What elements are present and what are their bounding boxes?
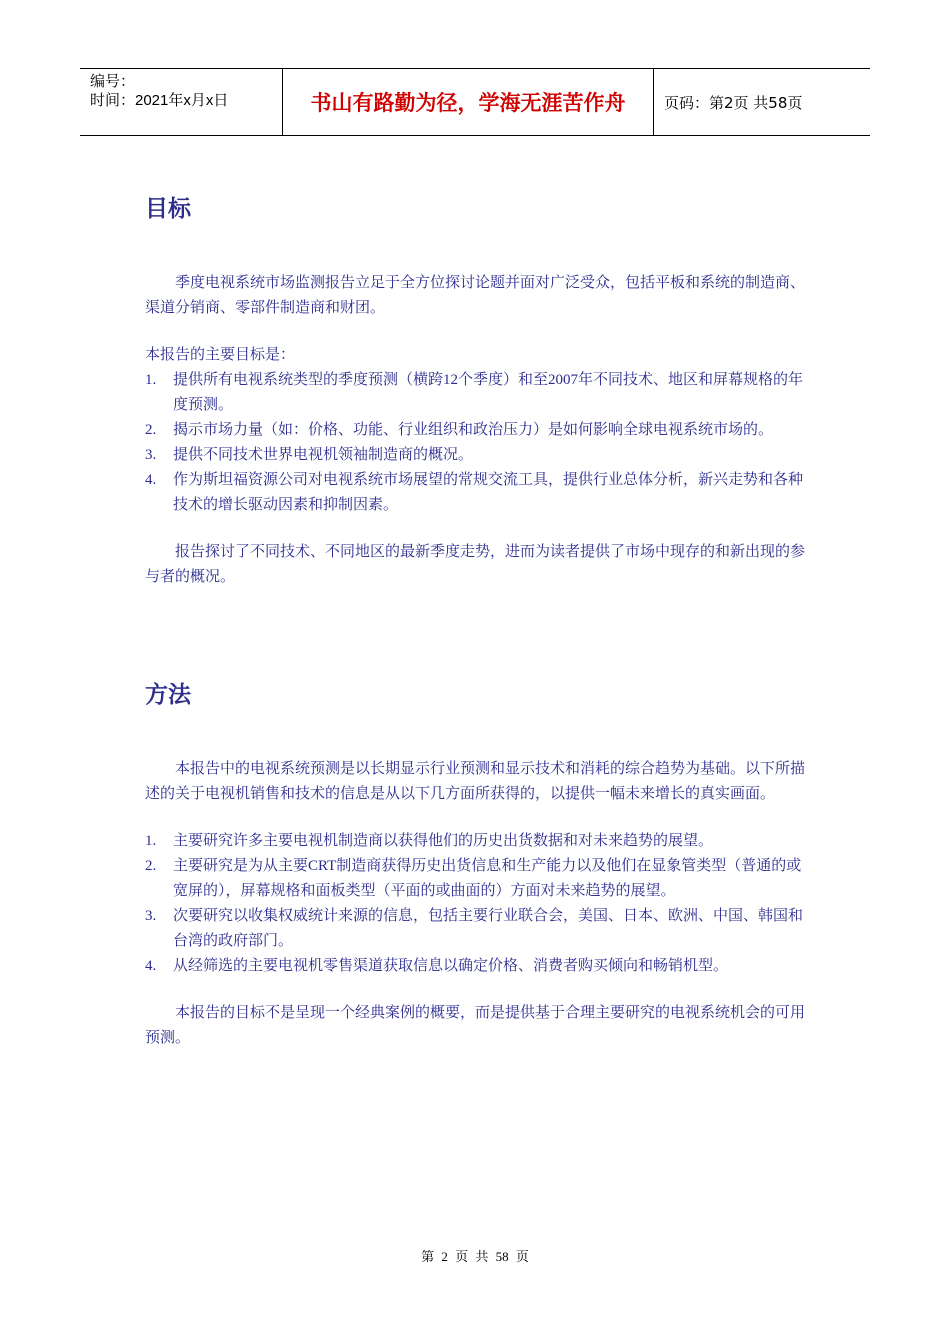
time-label: 时间：2021年x月x日 xyxy=(90,92,229,109)
section-title-methodology: 方法 xyxy=(145,682,191,708)
list-item-text: 从经筛选的主要电视机零售渠道获取信息以确定价格、消费者购买倾向和畅销机型。 xyxy=(173,958,729,974)
page-footer: 第 2 页 共 58 页 xyxy=(421,1249,529,1264)
number-label: 编号： xyxy=(90,73,136,90)
list-item-text: 揭示市场力量（如：价格、功能、行业组织和政治压力）是如何影响全球电视系统市场的。 xyxy=(173,422,774,438)
header-motto: 书山有路勤为径，学海无涯苦作舟 xyxy=(282,69,654,135)
list-item-text: 提供不同技术世界电视机领袖制造商的概况。 xyxy=(173,447,474,463)
list-item xyxy=(145,829,810,854)
page-header xyxy=(80,68,870,136)
list-number: 4. xyxy=(145,958,157,974)
methodology-intro-paragraph: 本报告中的电视系统预测是以长期显示行业预测和显示技术和消耗的综合趋势为基础。以下所描述的关于电视机销售和技术的信息是从以下几方面所获得的，以提供一幅未来增长的真实画面。 xyxy=(145,761,806,802)
list-number: 1. xyxy=(145,372,157,388)
header-meta xyxy=(80,69,282,135)
objectives-intro-paragraph: 季度电视系统市场监测报告立足于全方位探讨论题并面对广泛受众，包括平板和系统的制造商、渠道分销商、零部件制造商和财团。 xyxy=(145,275,806,316)
section-objectives-body xyxy=(145,271,810,590)
list-number: 3. xyxy=(145,908,157,924)
header-page-info: 页码：第2页 共58页 xyxy=(664,93,803,112)
methodology-closing-paragraph: 本报告的目标不是呈现一个经典案例的概要，而是提供基于合理主要研究的电视系统机会的可用预测。 xyxy=(145,1005,806,1046)
section-methodology-body xyxy=(145,757,810,1051)
list-item-text: 主要研究许多主要电视机制造商以获得他们的历史出货数据和对未来趋势的展望。 xyxy=(173,833,714,849)
list-item xyxy=(145,904,810,954)
objectives-closing-paragraph: 报告探讨了不同技术、不同地区的最新季度走势，进而为读者提供了市场中现存的和新出现的参与者的概况。 xyxy=(145,544,806,585)
list-item-text: 次要研究以收集权威统计来源的信息，包括主要行业联合会，美国、日本、欧洲、中国、韩国和台湾的政府部门。 xyxy=(173,908,804,949)
list-item xyxy=(145,954,810,979)
list-item-text: 提供所有电视系统类型的季度预测（横跨12个季度）和至2007年不同技术、地区和屏幕规格的年度预测。 xyxy=(173,372,804,413)
objectives-list xyxy=(145,368,810,518)
objectives-list-heading: 本报告的主要目标是： xyxy=(145,347,296,363)
methodology-list xyxy=(145,829,810,979)
list-number: 3. xyxy=(145,447,157,463)
list-number: 1. xyxy=(145,833,157,849)
list-number: 2. xyxy=(145,858,157,874)
section-title-objectives: 目标 xyxy=(145,196,191,222)
list-item xyxy=(145,854,810,904)
list-item xyxy=(145,368,810,418)
list-number: 4. xyxy=(145,472,157,488)
list-number: 2. xyxy=(145,422,157,438)
list-item xyxy=(145,418,810,443)
list-item-text: 作为斯坦福资源公司对电视系统市场展望的常规交流工具，提供行业总体分析，新兴走势和各种技术的增长驱动因素和抑制因素。 xyxy=(173,472,804,513)
list-item xyxy=(145,468,810,518)
list-item-text: 主要研究是为从主要CRT制造商获得历史出货信息和生产能力以及他们在显象管类型（普通的或宽屏的），屏幕规格和面板类型（平面的或曲面的）方面对未来趋势的展望。 xyxy=(173,858,802,899)
list-item xyxy=(145,443,810,468)
